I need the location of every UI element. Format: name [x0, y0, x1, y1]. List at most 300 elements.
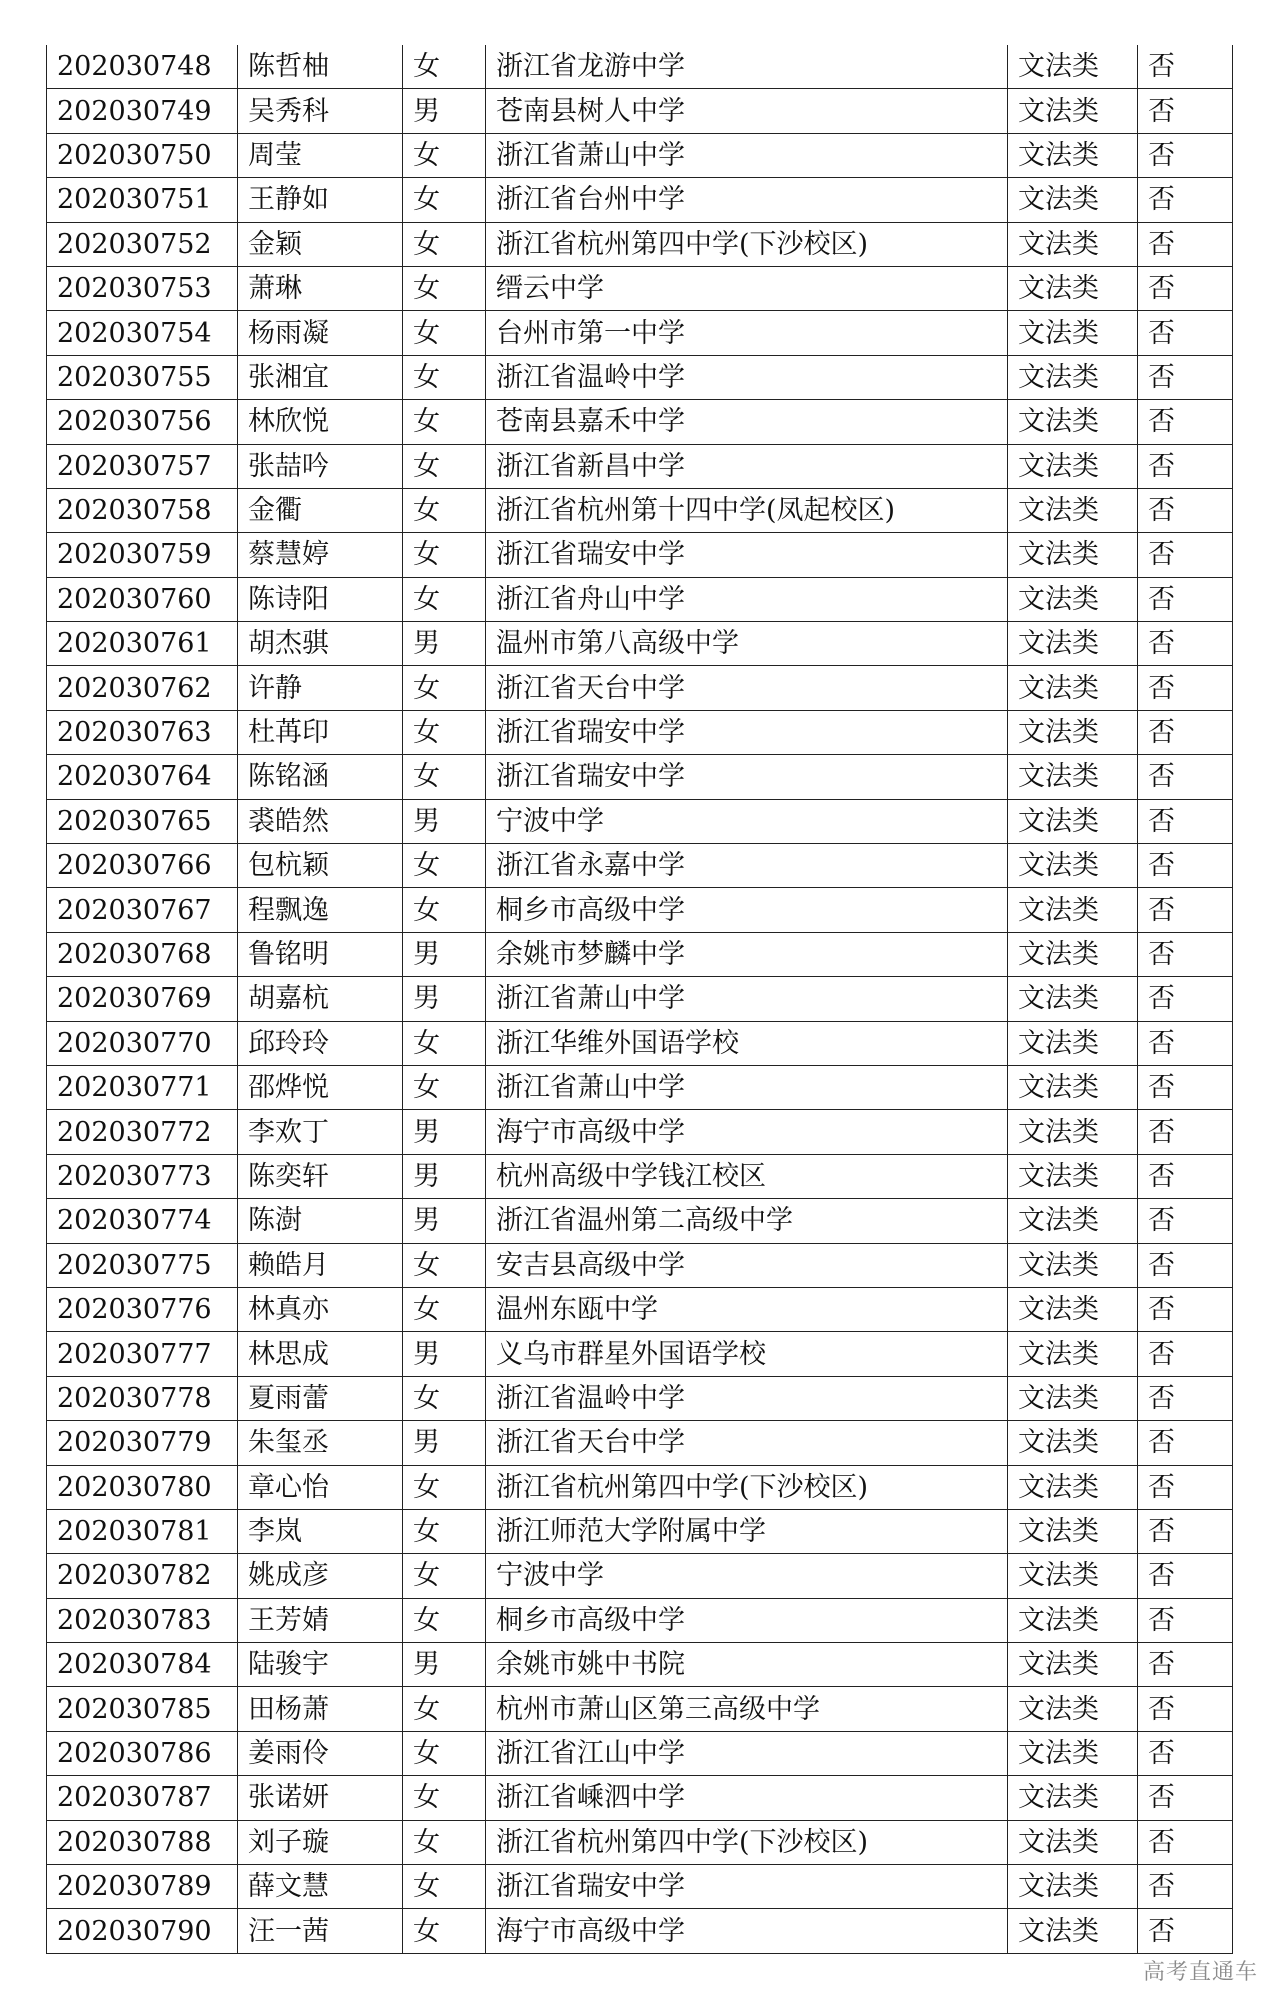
gender-cell: 女	[403, 1731, 486, 1775]
table-row	[47, 1865, 1233, 1909]
school-cell: 浙江省舟山中学	[486, 577, 1008, 621]
student-name-cell: 胡杰骐	[238, 622, 403, 666]
flag-cell: 否	[1138, 488, 1233, 532]
student-name-cell: 邵烨悦	[238, 1065, 403, 1109]
student-name-cell: 金衢	[238, 488, 403, 532]
gender-cell: 女	[403, 844, 486, 888]
school-cell: 浙江省杭州第四中学(下沙校区)	[486, 222, 1008, 266]
student-name-cell: 章心怡	[238, 1465, 403, 1509]
category-cell: 文法类	[1008, 1154, 1138, 1198]
student-name-cell: 杨雨凝	[238, 311, 403, 355]
student-name-cell: 杜苒印	[238, 710, 403, 754]
table-row	[47, 1243, 1233, 1287]
table-row	[47, 1598, 1233, 1642]
flag-cell: 否	[1138, 799, 1233, 843]
student-name-cell: 陈铭涵	[238, 755, 403, 799]
student-id-cell: 202030762	[47, 666, 238, 710]
school-cell: 宁波中学	[486, 799, 1008, 843]
category-cell: 文法类	[1008, 577, 1138, 621]
gender-cell: 男	[403, 977, 486, 1021]
table-row	[47, 133, 1233, 177]
school-cell: 杭州市萧山区第三高级中学	[486, 1687, 1008, 1731]
table-row	[47, 1820, 1233, 1864]
student-id-cell: 202030761	[47, 622, 238, 666]
school-cell: 浙江师范大学附属中学	[486, 1509, 1008, 1553]
flag-cell: 否	[1138, 355, 1233, 399]
student-name-cell: 李欢丁	[238, 1110, 403, 1154]
flag-cell: 否	[1138, 1776, 1233, 1820]
table-row	[47, 755, 1233, 799]
category-cell: 文法类	[1008, 1465, 1138, 1509]
student-id-cell: 202030759	[47, 533, 238, 577]
student-name-cell: 陈诗阳	[238, 577, 403, 621]
category-cell: 文法类	[1008, 89, 1138, 133]
gender-cell: 女	[403, 400, 486, 444]
gender-cell: 女	[403, 1376, 486, 1420]
student-name-cell: 程飘逸	[238, 888, 403, 932]
flag-cell: 否	[1138, 622, 1233, 666]
student-id-cell: 202030753	[47, 266, 238, 310]
school-cell: 浙江省温岭中学	[486, 1376, 1008, 1420]
student-id-cell: 202030748	[47, 45, 238, 89]
student-name-cell: 陈哲柚	[238, 45, 403, 89]
category-cell: 文法类	[1008, 1287, 1138, 1331]
gender-cell: 女	[403, 311, 486, 355]
student-id-cell: 202030782	[47, 1554, 238, 1598]
table-row	[47, 932, 1233, 976]
category-cell: 文法类	[1008, 1332, 1138, 1376]
school-cell: 海宁市高级中学	[486, 1110, 1008, 1154]
watermark-text: 高考直通车	[1142, 1960, 1258, 1985]
student-name-cell: 许静	[238, 666, 403, 710]
flag-cell: 否	[1138, 1421, 1233, 1465]
table-row	[47, 1376, 1233, 1420]
flag-cell: 否	[1138, 266, 1233, 310]
table-row	[47, 1110, 1233, 1154]
gender-cell: 女	[403, 1065, 486, 1109]
category-cell: 文法类	[1008, 1509, 1138, 1553]
table-row	[47, 1909, 1233, 1953]
student-id-cell: 202030752	[47, 222, 238, 266]
table-row	[47, 1065, 1233, 1109]
category-cell: 文法类	[1008, 710, 1138, 754]
gender-cell: 女	[403, 666, 486, 710]
category-cell: 文法类	[1008, 1421, 1138, 1465]
student-id-cell: 202030758	[47, 488, 238, 532]
student-id-cell: 202030787	[47, 1776, 238, 1820]
student-name-cell: 田杨萧	[238, 1687, 403, 1731]
school-cell: 浙江省温岭中学	[486, 355, 1008, 399]
category-cell: 文法类	[1008, 799, 1138, 843]
table-row	[47, 799, 1233, 843]
student-name-cell: 李岚	[238, 1509, 403, 1553]
flag-cell: 否	[1138, 311, 1233, 355]
gender-cell: 女	[403, 1465, 486, 1509]
flag-cell: 否	[1138, 1731, 1233, 1775]
student-id-cell: 202030772	[47, 1110, 238, 1154]
gender-cell: 女	[403, 266, 486, 310]
student-name-cell: 林思成	[238, 1332, 403, 1376]
gender-cell: 男	[403, 1421, 486, 1465]
flag-cell: 否	[1138, 755, 1233, 799]
school-cell: 浙江省台州中学	[486, 178, 1008, 222]
flag-cell: 否	[1138, 222, 1233, 266]
school-cell: 浙江省新昌中学	[486, 444, 1008, 488]
gender-cell: 男	[403, 932, 486, 976]
table-row	[47, 45, 1233, 89]
student-id-cell: 202030763	[47, 710, 238, 754]
flag-cell: 否	[1138, 1820, 1233, 1864]
school-cell: 浙江省瑞安中学	[486, 1865, 1008, 1909]
student-name-cell: 赖皓月	[238, 1243, 403, 1287]
student-name-cell: 林欣悦	[238, 400, 403, 444]
gender-cell: 男	[403, 1332, 486, 1376]
gender-cell: 女	[403, 45, 486, 89]
table-row	[47, 666, 1233, 710]
gender-cell: 女	[403, 755, 486, 799]
category-cell: 文法类	[1008, 1598, 1138, 1642]
flag-cell: 否	[1138, 1243, 1233, 1287]
student-id-cell: 202030764	[47, 755, 238, 799]
student-name-cell: 王芳婧	[238, 1598, 403, 1642]
table-row	[47, 1643, 1233, 1687]
table-row	[47, 1776, 1233, 1820]
student-id-cell: 202030780	[47, 1465, 238, 1509]
flag-cell: 否	[1138, 577, 1233, 621]
student-name-cell: 裘皓然	[238, 799, 403, 843]
table-row	[47, 1509, 1233, 1553]
flag-cell: 否	[1138, 1199, 1233, 1243]
student-id-cell: 202030766	[47, 844, 238, 888]
flag-cell: 否	[1138, 178, 1233, 222]
category-cell: 文法类	[1008, 533, 1138, 577]
school-cell: 桐乡市高级中学	[486, 1598, 1008, 1642]
gender-cell: 男	[403, 1110, 486, 1154]
gender-cell: 女	[403, 488, 486, 532]
student-id-cell: 202030777	[47, 1332, 238, 1376]
table-row	[47, 355, 1233, 399]
school-cell: 义乌市群星外国语学校	[486, 1332, 1008, 1376]
table-row	[47, 1287, 1233, 1331]
category-cell: 文法类	[1008, 1199, 1138, 1243]
student-id-cell: 202030768	[47, 932, 238, 976]
student-id-cell: 202030774	[47, 1199, 238, 1243]
category-cell: 文法类	[1008, 1554, 1138, 1598]
student-name-cell: 胡嘉杭	[238, 977, 403, 1021]
school-cell: 浙江省龙游中学	[486, 45, 1008, 89]
flag-cell: 否	[1138, 1376, 1233, 1420]
category-cell: 文法类	[1008, 1376, 1138, 1420]
category-cell: 文法类	[1008, 1731, 1138, 1775]
school-cell: 苍南县树人中学	[486, 89, 1008, 133]
table-row	[47, 1554, 1233, 1598]
flag-cell: 否	[1138, 533, 1233, 577]
flag-cell: 否	[1138, 710, 1233, 754]
student-name-cell: 陆骏宇	[238, 1643, 403, 1687]
category-cell: 文法类	[1008, 1687, 1138, 1731]
category-cell: 文法类	[1008, 1776, 1138, 1820]
category-cell: 文法类	[1008, 222, 1138, 266]
table-row	[47, 1332, 1233, 1376]
student-id-cell: 202030749	[47, 89, 238, 133]
flag-cell: 否	[1138, 1643, 1233, 1687]
student-id-cell: 202030783	[47, 1598, 238, 1642]
student-id-cell: 202030781	[47, 1509, 238, 1553]
school-cell: 安吉县高级中学	[486, 1243, 1008, 1287]
school-cell: 杭州高级中学钱江校区	[486, 1154, 1008, 1198]
school-cell: 温州市第八高级中学	[486, 622, 1008, 666]
flag-cell: 否	[1138, 844, 1233, 888]
category-cell: 文法类	[1008, 1909, 1138, 1953]
gender-cell: 女	[403, 1021, 486, 1065]
category-cell: 文法类	[1008, 1110, 1138, 1154]
table-row	[47, 577, 1233, 621]
school-cell: 浙江省萧山中学	[486, 133, 1008, 177]
flag-cell: 否	[1138, 932, 1233, 976]
gender-cell: 女	[403, 444, 486, 488]
table-row	[47, 977, 1233, 1021]
gender-cell: 女	[403, 533, 486, 577]
student-id-cell: 202030778	[47, 1376, 238, 1420]
student-name-cell: 林真亦	[238, 1287, 403, 1331]
student-name-cell: 周莹	[238, 133, 403, 177]
school-cell: 浙江省瑞安中学	[486, 533, 1008, 577]
school-cell: 浙江省天台中学	[486, 666, 1008, 710]
category-cell: 文法类	[1008, 977, 1138, 1021]
student-id-cell: 202030770	[47, 1021, 238, 1065]
table-row	[47, 533, 1233, 577]
student-name-cell: 张喆吟	[238, 444, 403, 488]
school-cell: 海宁市高级中学	[486, 1909, 1008, 1953]
table-row	[47, 1465, 1233, 1509]
student-id-cell: 202030755	[47, 355, 238, 399]
flag-cell: 否	[1138, 1065, 1233, 1109]
flag-cell: 否	[1138, 89, 1233, 133]
flag-cell: 否	[1138, 1687, 1233, 1731]
category-cell: 文法类	[1008, 133, 1138, 177]
gender-cell: 女	[403, 1287, 486, 1331]
school-cell: 浙江省瑞安中学	[486, 755, 1008, 799]
table-row	[47, 844, 1233, 888]
flag-cell: 否	[1138, 1509, 1233, 1553]
student-id-cell: 202030779	[47, 1421, 238, 1465]
gender-cell: 男	[403, 89, 486, 133]
student-name-cell: 薛文慧	[238, 1865, 403, 1909]
student-name-cell: 金颖	[238, 222, 403, 266]
gender-cell: 女	[403, 178, 486, 222]
table-row	[47, 444, 1233, 488]
student-id-cell: 202030789	[47, 1865, 238, 1909]
category-cell: 文法类	[1008, 1021, 1138, 1065]
school-cell: 桐乡市高级中学	[486, 888, 1008, 932]
flag-cell: 否	[1138, 1465, 1233, 1509]
category-cell: 文法类	[1008, 1643, 1138, 1687]
school-cell: 浙江省萧山中学	[486, 1065, 1008, 1109]
student-id-cell: 202030773	[47, 1154, 238, 1198]
student-name-cell: 邱玲玲	[238, 1021, 403, 1065]
school-cell: 浙江省杭州第四中学(下沙校区)	[486, 1465, 1008, 1509]
student-name-cell: 朱玺丞	[238, 1421, 403, 1465]
gender-cell: 女	[403, 222, 486, 266]
flag-cell: 否	[1138, 1110, 1233, 1154]
student-id-cell: 202030760	[47, 577, 238, 621]
student-id-cell: 202030784	[47, 1643, 238, 1687]
gender-cell: 男	[403, 1154, 486, 1198]
flag-cell: 否	[1138, 45, 1233, 89]
student-name-cell: 陈奕轩	[238, 1154, 403, 1198]
student-id-cell: 202030790	[47, 1909, 238, 1953]
category-cell: 文法类	[1008, 1065, 1138, 1109]
category-cell: 文法类	[1008, 622, 1138, 666]
student-id-cell: 202030788	[47, 1820, 238, 1864]
gender-cell: 女	[403, 1909, 486, 1953]
category-cell: 文法类	[1008, 311, 1138, 355]
school-cell: 温州东瓯中学	[486, 1287, 1008, 1331]
student-id-cell: 202030757	[47, 444, 238, 488]
flag-cell: 否	[1138, 1287, 1233, 1331]
student-id-cell: 202030785	[47, 1687, 238, 1731]
student-name-cell: 姜雨伶	[238, 1731, 403, 1775]
school-cell: 缙云中学	[486, 266, 1008, 310]
student-name-cell: 王静如	[238, 178, 403, 222]
category-cell: 文法类	[1008, 932, 1138, 976]
table-row	[47, 1421, 1233, 1465]
table-row	[47, 1687, 1233, 1731]
student-name-cell: 包杭颖	[238, 844, 403, 888]
gender-cell: 男	[403, 1199, 486, 1243]
category-cell: 文法类	[1008, 266, 1138, 310]
student-id-cell: 202030751	[47, 178, 238, 222]
gender-cell: 女	[403, 1865, 486, 1909]
student-id-cell: 202030776	[47, 1287, 238, 1331]
student-id-cell: 202030756	[47, 400, 238, 444]
flag-cell: 否	[1138, 444, 1233, 488]
category-cell: 文法类	[1008, 178, 1138, 222]
student-id-cell: 202030771	[47, 1065, 238, 1109]
gender-cell: 女	[403, 888, 486, 932]
school-cell: 浙江省江山中学	[486, 1731, 1008, 1775]
flag-cell: 否	[1138, 1909, 1233, 1953]
gender-cell: 女	[403, 577, 486, 621]
category-cell: 文法类	[1008, 1820, 1138, 1864]
table-row	[47, 1731, 1233, 1775]
school-cell: 浙江省瑞安中学	[486, 710, 1008, 754]
category-cell: 文法类	[1008, 444, 1138, 488]
student-name-cell: 姚成彦	[238, 1554, 403, 1598]
student-name-cell: 刘子璇	[238, 1820, 403, 1864]
flag-cell: 否	[1138, 1865, 1233, 1909]
school-cell: 浙江省萧山中学	[486, 977, 1008, 1021]
flag-cell: 否	[1138, 1332, 1233, 1376]
category-cell: 文法类	[1008, 666, 1138, 710]
table-row	[47, 1199, 1233, 1243]
gender-cell: 女	[403, 355, 486, 399]
school-cell: 浙江省嵊泗中学	[486, 1776, 1008, 1820]
school-cell: 余姚市姚中书院	[486, 1643, 1008, 1687]
school-cell: 浙江省天台中学	[486, 1421, 1008, 1465]
student-id-cell: 202030769	[47, 977, 238, 1021]
flag-cell: 否	[1138, 666, 1233, 710]
student-name-cell: 汪一茜	[238, 1909, 403, 1953]
category-cell: 文法类	[1008, 755, 1138, 799]
table-row	[47, 311, 1233, 355]
student-name-cell: 吴秀科	[238, 89, 403, 133]
flag-cell: 否	[1138, 977, 1233, 1021]
category-cell: 文法类	[1008, 400, 1138, 444]
gender-cell: 女	[403, 133, 486, 177]
school-cell: 余姚市梦麟中学	[486, 932, 1008, 976]
school-cell: 苍南县嘉禾中学	[486, 400, 1008, 444]
gender-cell: 女	[403, 710, 486, 754]
student-id-cell: 202030750	[47, 133, 238, 177]
school-cell: 浙江华维外国语学校	[486, 1021, 1008, 1065]
category-cell: 文法类	[1008, 1243, 1138, 1287]
table-body	[47, 45, 1233, 1953]
table-row	[47, 488, 1233, 532]
school-cell: 浙江省温州第二高级中学	[486, 1199, 1008, 1243]
school-cell: 宁波中学	[486, 1554, 1008, 1598]
table-row	[47, 266, 1233, 310]
category-cell: 文法类	[1008, 1865, 1138, 1909]
student-name-cell: 张诺妍	[238, 1776, 403, 1820]
school-cell: 浙江省永嘉中学	[486, 844, 1008, 888]
table-row	[47, 710, 1233, 754]
student-name-cell: 蔡慧婷	[238, 533, 403, 577]
gender-cell: 女	[403, 1687, 486, 1731]
student-id-cell: 202030754	[47, 311, 238, 355]
gender-cell: 女	[403, 1509, 486, 1553]
student-name-cell: 张湘宜	[238, 355, 403, 399]
student-id-cell: 202030786	[47, 1731, 238, 1775]
flag-cell: 否	[1138, 400, 1233, 444]
flag-cell: 否	[1138, 1598, 1233, 1642]
student-name-cell: 萧琳	[238, 266, 403, 310]
table-row	[47, 400, 1233, 444]
table-row	[47, 1021, 1233, 1065]
gender-cell: 女	[403, 1820, 486, 1864]
student-id-cell: 202030775	[47, 1243, 238, 1287]
category-cell: 文法类	[1008, 355, 1138, 399]
table-row	[47, 222, 1233, 266]
student-name-cell: 鲁铭明	[238, 932, 403, 976]
table-row	[47, 622, 1233, 666]
student-id-cell: 202030767	[47, 888, 238, 932]
gender-cell: 女	[403, 1598, 486, 1642]
gender-cell: 女	[403, 1554, 486, 1598]
student-name-cell: 夏雨蕾	[238, 1376, 403, 1420]
gender-cell: 男	[403, 1643, 486, 1687]
flag-cell: 否	[1138, 888, 1233, 932]
school-cell: 浙江省杭州第四中学(下沙校区)	[486, 1820, 1008, 1864]
flag-cell: 否	[1138, 1554, 1233, 1598]
gender-cell: 女	[403, 1776, 486, 1820]
category-cell: 文法类	[1008, 888, 1138, 932]
school-cell: 台州市第一中学	[486, 311, 1008, 355]
table-row	[47, 89, 1233, 133]
flag-cell: 否	[1138, 1154, 1233, 1198]
table-row	[47, 178, 1233, 222]
student-id-cell: 202030765	[47, 799, 238, 843]
flag-cell: 否	[1138, 1021, 1233, 1065]
table-row	[47, 888, 1233, 932]
category-cell: 文法类	[1008, 488, 1138, 532]
category-cell: 文法类	[1008, 45, 1138, 89]
student-name-cell: 陈澍	[238, 1199, 403, 1243]
category-cell: 文法类	[1008, 844, 1138, 888]
table-row	[47, 1154, 1233, 1198]
flag-cell: 否	[1138, 133, 1233, 177]
admission-list-table	[46, 45, 1233, 1954]
